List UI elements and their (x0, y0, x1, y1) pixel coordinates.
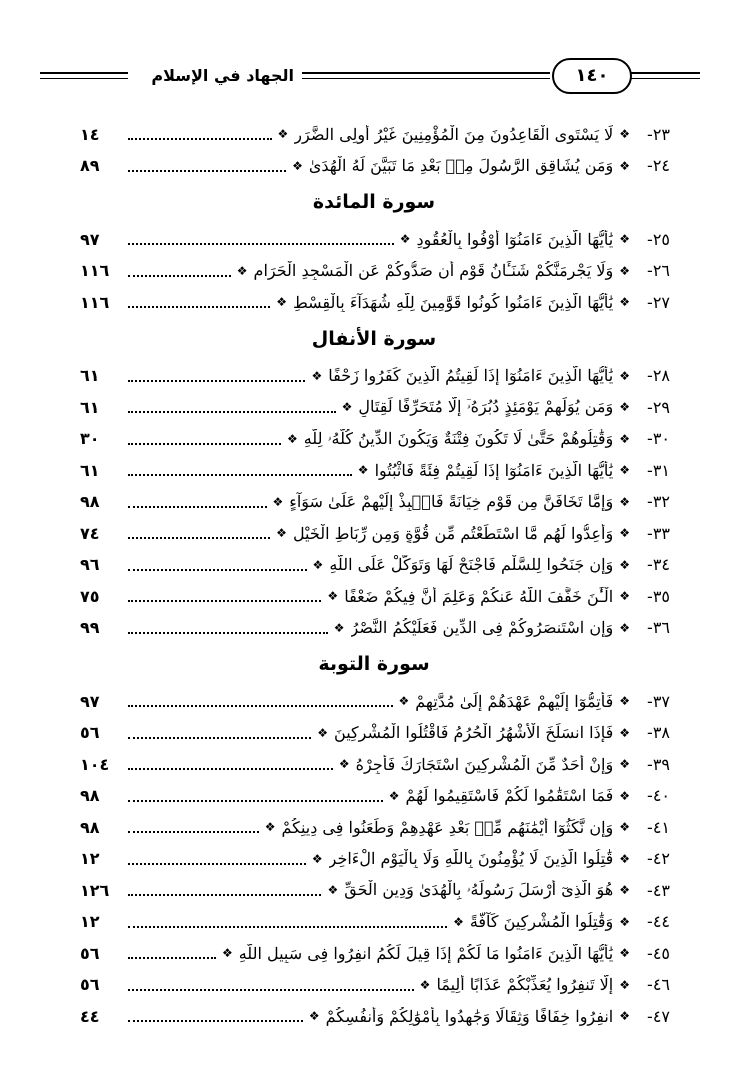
ornate-bracket-open-icon: ❖ (619, 400, 630, 414)
verse-entry (80, 456, 670, 484)
verse-entry (80, 1002, 670, 1030)
entry-number: ٣٩- (647, 754, 670, 774)
verse-entry (80, 225, 670, 253)
dot-leader (128, 275, 231, 277)
verse-text: قَٰتِلُوا الَّذِينَ لَا يُؤْمِنُونَ بِاللَّهِ وَلَا بِالْيَوْمِ الْءَاخِرِ (328, 849, 614, 868)
verse-text: يَٰأَيُّهَا الَّذِينَ ءَامَنُوا مَا لَكُمْ إِذَا قِيلَ لَكُمُ انفِرُوا فِى سَبِيلِ اللَّهِ (238, 943, 614, 963)
header-rule-middle-thin (302, 78, 550, 79)
book-title: الجهاد في الإسلام (151, 66, 294, 85)
verse-text: الْـَٰٔنَ خَفَّفَ اللَّهُ عَنكُمْ وَعَلِمَ أَنَّ فِيكُمْ ضَعْفًا (344, 586, 614, 606)
entry-page-number: ٩٧ (80, 691, 100, 711)
verse-text: وَإِن جَنَحُوا لِلسَّلْمِ فَاجْنَحْ لَهَا وَتَوَكَّلْ عَلَى اللَّهِ (329, 555, 614, 574)
entry-page-number: ٨٩ (80, 156, 100, 175)
verse-entry (80, 845, 670, 873)
entry-page-number: ٩٨ (80, 817, 100, 837)
ornate-bracket-close-icon: ❖ (453, 914, 464, 929)
dot-leader (128, 705, 393, 707)
header-rule-left (40, 72, 128, 74)
entry-number: ٢٤- (647, 156, 670, 175)
verse-text: انفِرُوا خِفَافًا وَثِقَالًا وَجَٰهِدُوا بِأَمْوَٰلِكُمْ وَأَنفُسِكُمْ (325, 1006, 614, 1026)
verse-entry (80, 120, 670, 148)
entry-number: ٢٩- (647, 397, 670, 417)
dot-leader (128, 768, 333, 770)
verse-text: وَقَٰتِلُوا الْمُشْرِكِينَ كَآفَّةً (469, 912, 614, 931)
dot-leader (128, 443, 281, 445)
surah-heading: سورة الأنفال (311, 327, 437, 350)
ornate-bracket-open-icon: ❖ (619, 946, 630, 960)
verse-text: لَا يَسْتَوِى الْقَاعِدُونَ مِنَ الْمُؤْمِنِينَ غَيْرُ أُولِى الضَّرَرِ (294, 124, 614, 144)
entry-number: ٤٧- (647, 1006, 670, 1026)
verse-entry (80, 908, 670, 936)
entry-number: ٤٥- (647, 943, 670, 963)
ornate-bracket-close-icon: ❖ (236, 263, 248, 278)
ornate-bracket-open-icon: ❖ (619, 263, 630, 278)
dot-leader (128, 138, 272, 140)
verse-entry (80, 687, 670, 715)
dot-leader (128, 170, 286, 172)
entry-page-number: ٤٤ (80, 1006, 100, 1026)
dot-leader (128, 632, 328, 634)
ornate-bracket-close-icon: ❖ (264, 820, 276, 834)
entry-page-number: ٧٥ (80, 586, 100, 606)
verse-entry (80, 876, 670, 904)
header-rule-middle (302, 72, 550, 74)
dot-leader (128, 894, 321, 896)
entry-page-number: ٧٤ (80, 523, 100, 543)
verse-entry (80, 614, 670, 642)
dot-leader (128, 737, 311, 739)
entry-page-number: ٩٩ (80, 618, 100, 637)
surah-heading: سورة التوبة (318, 653, 430, 675)
verse-text: وَلَا يَجْرِمَنَّكُمْ شَنَـَٔانُ قَوْمٍ أَن صَدُّوكُمْ عَنِ الْمَسْجِدِ الْحَرَامِ (253, 261, 614, 280)
ornate-bracket-open-icon: ❖ (619, 820, 630, 834)
verse-text: وَإِنْ أَحَدٌ مِّنَ الْمُشْرِكِينَ اسْتَجَارَكَ فَأَجِرْهُ (355, 754, 614, 774)
verse-entry (80, 152, 670, 180)
verse-text: وَأَعِدُّوا لَهُم مَّا اسْتَطَعْتُم مِّن قُوَّةٍ وَمِن رِّبَاطِ الْخَيْلِ (292, 523, 614, 543)
entry-page-number: ١١٦ (80, 261, 110, 280)
dot-leader (128, 989, 414, 991)
ornate-bracket-open-icon: ❖ (619, 232, 630, 246)
ornate-bracket-close-icon: ❖ (311, 851, 323, 866)
verse-text: فَمَا اسْتَقَٰمُوا لَكُمْ فَاسْتَقِيمُوا لَهُمْ (405, 786, 614, 805)
verse-entry (80, 257, 670, 285)
dot-leader (128, 243, 394, 245)
entry-page-number: ١٢٦ (80, 880, 110, 900)
entry-page-number: ٥٦ (80, 975, 100, 994)
entry-number: ٣٢- (647, 492, 670, 511)
ornate-bracket-close-icon: ❖ (272, 494, 284, 509)
entry-number: ٣٤- (647, 555, 670, 574)
ornate-bracket-open-icon: ❖ (619, 127, 630, 141)
ornate-bracket-open-icon: ❖ (619, 757, 630, 771)
verse-text: وَإِن نَّكَثُوٓا أَيْمَٰنَهُم مِّنۢ بَعْدِ عَهْدِهِمْ وَطَعَنُوا فِى دِينِكُمْ (281, 817, 614, 837)
entry-page-number: ١٠٤ (80, 754, 110, 774)
entry-number: ٤٢- (647, 849, 670, 868)
entry-number: ٣٧- (647, 691, 670, 711)
ornate-bracket-close-icon: ❖ (221, 946, 233, 960)
verse-entry (80, 582, 670, 610)
entry-number: ٣٠- (647, 429, 670, 448)
header-rule-left-thin (40, 78, 128, 79)
verse-text: هُوَ الَّذِىٓ أَرْسَلَ رَسُولَهُۥ بِالْهُدَىٰ وَدِينِ الْحَقِّ (344, 880, 614, 899)
entry-page-number: ٣٠ (80, 429, 100, 448)
ornate-bracket-close-icon: ❖ (327, 589, 339, 603)
verse-text: وَمَن يُشَاقِقِ الرَّسُولَ مِنۢ بَعْدِ مَا تَبَيَّنَ لَهُ الْهُدَىٰ (308, 156, 614, 175)
entry-number: ٢٥- (647, 229, 670, 249)
ornate-bracket-open-icon: ❖ (619, 431, 630, 446)
entry-number: ٣٦- (647, 618, 670, 637)
entry-number: ٢٨- (647, 366, 670, 385)
ornate-bracket-open-icon: ❖ (619, 914, 630, 929)
verse-entry (80, 719, 670, 747)
ornate-bracket-open-icon: ❖ (619, 694, 630, 708)
page-number: ١٤٠ (552, 58, 632, 94)
ornate-bracket-close-icon: ❖ (277, 127, 289, 141)
verse-text: فَأَتِمُّوٓا إِلَيْهِمْ عَهْدَهُمْ إِلَىٰ مُدَّتِهِمْ (415, 691, 614, 711)
entry-page-number: ١٤ (80, 124, 100, 144)
entry-number: ٣٣- (647, 523, 670, 543)
dot-leader (128, 926, 447, 928)
ornate-bracket-open-icon: ❖ (619, 851, 630, 866)
ornate-bracket-close-icon: ❖ (276, 526, 287, 540)
verse-text: وَمَن يُوَلِّهِمْ يَوْمَئِذٍ دُبُرَهُۥٓ إِلَّا مُتَحَرِّفًا لِّقِتَالٍ (358, 397, 614, 416)
page-header (40, 58, 700, 98)
entry-page-number: ١٢ (80, 912, 100, 931)
entry-number: ٣١- (647, 460, 670, 480)
entry-number: ٤٦- (647, 975, 670, 994)
entry-number: ٤٠- (647, 786, 670, 805)
dot-leader (128, 831, 259, 833)
dot-leader (128, 600, 321, 602)
entry-number: ٢٣- (647, 124, 670, 144)
ornate-bracket-open-icon: ❖ (619, 557, 630, 572)
surah-heading: سورة المائدة (312, 191, 436, 213)
entry-page-number: ٥٦ (80, 723, 100, 742)
verse-text: فَإِذَا انسَلَخَ الْأَشْهُرُ الْحُرُمُ فَاقْتُلُوا الْمُشْرِكِينَ (334, 723, 614, 742)
verse-text: يَٰأَيُّهَا الَّذِينَ ءَامَنُوا كُونُوا قَوَّٰمِينَ لِلَّهِ شُهَدَآءَ بِالْقِسْطِ (292, 292, 614, 312)
verse-entry (80, 488, 670, 516)
verse-entry (80, 971, 670, 999)
entry-number: ٣٨- (647, 723, 670, 742)
ornate-bracket-open-icon: ❖ (619, 526, 630, 540)
entry-page-number: ١٢ (80, 849, 100, 868)
ornate-bracket-close-icon: ❖ (338, 757, 350, 771)
verse-entry (80, 288, 670, 316)
entry-number: ٢٧- (647, 292, 670, 312)
verse-text: إِلَّا تَنفِرُوا يُعَذِّبْكُمْ عَذَابًا أَلِيمًا (436, 975, 614, 994)
dot-leader (128, 411, 336, 413)
ornate-bracket-open-icon: ❖ (619, 883, 630, 897)
dot-leader (128, 506, 267, 508)
ornate-bracket-close-icon: ❖ (388, 788, 400, 803)
entry-number: ٣٥- (647, 586, 670, 606)
dot-leader (128, 863, 306, 865)
ornate-bracket-close-icon: ❖ (311, 368, 323, 383)
dot-leader (128, 569, 307, 571)
entry-page-number: ٩٧ (80, 229, 100, 249)
entry-number: ٢٦- (647, 261, 670, 280)
entry-number: ٤١- (647, 817, 670, 837)
ornate-bracket-open-icon: ❖ (619, 589, 630, 603)
header-rule-right-thin (630, 78, 700, 79)
entry-number: ٤٤- (647, 912, 670, 931)
verse-entry (80, 519, 670, 547)
verse-text: يَٰأَيُّهَا الَّذِينَ ءَامَنُوٓا إِذَا لَقِيتُمْ فِئَةً فَاثْبُتُوا (374, 460, 614, 480)
ornate-bracket-open-icon: ❖ (619, 977, 630, 992)
ornate-bracket-close-icon: ❖ (327, 883, 339, 897)
verse-entry (80, 813, 670, 841)
verse-entry (80, 750, 670, 778)
dot-leader (128, 380, 305, 382)
verse-text: وَإِمَّا تَخَافَنَّ مِن قَوْمٍ خِيَانَةً فَانۢبِذْ إِلَيْهِمْ عَلَىٰ سَوَآءٍ (289, 492, 614, 511)
ornate-bracket-close-icon: ❖ (333, 620, 345, 635)
ornate-bracket-open-icon: ❖ (619, 725, 630, 740)
ornate-bracket-close-icon: ❖ (398, 694, 410, 708)
entry-page-number: ٩٨ (80, 786, 100, 805)
header-rule-right (630, 72, 700, 74)
ornate-bracket-open-icon: ❖ (619, 1009, 630, 1023)
verse-text: وَإِنِ اسْتَنصَرُوكُمْ فِى الدِّينِ فَعَلَيْكُمُ النَّصْرُ (350, 618, 614, 637)
ornate-bracket-open-icon: ❖ (619, 463, 630, 477)
verse-text: يَٰأَيُّهَا الَّذِينَ ءَامَنُوٓا إِذَا لَقِيتُمُ الَّذِينَ كَفَرُوا زَحْفًا (328, 366, 614, 385)
entry-page-number: ٩٨ (80, 492, 100, 511)
entry-page-number: ٩٦ (80, 555, 100, 574)
ornate-bracket-close-icon: ❖ (286, 431, 298, 446)
entry-page-number: ١١٦ (80, 292, 110, 312)
dot-leader (128, 537, 270, 539)
verse-text: وَقَٰتِلُوهُمْ حَتَّىٰ لَا تَكُونَ فِتْنَةٌ وَيَكُونَ الدِّينُ كُلُّهُۥ لِلَّهِ (303, 428, 614, 448)
entry-number: ٤٣- (647, 880, 670, 900)
ornate-bracket-open-icon: ❖ (619, 368, 630, 383)
entry-page-number: ٦١ (80, 366, 100, 385)
ornate-bracket-open-icon: ❖ (619, 620, 630, 635)
ornate-bracket-open-icon: ❖ (619, 788, 630, 803)
dot-leader (128, 306, 270, 308)
verse-entry (80, 362, 670, 390)
entry-page-number: ٥٦ (80, 943, 100, 963)
verse-text: يَٰأَيُّهَا الَّذِينَ ءَامَنُوٓا أَوْفُوا بِالْعُقُودِ (416, 229, 614, 249)
verse-entry (80, 393, 670, 421)
verse-entry (80, 782, 670, 810)
ornate-bracket-close-icon: ❖ (312, 557, 324, 572)
verse-entry (80, 425, 670, 453)
ornate-bracket-close-icon: ❖ (276, 295, 287, 309)
dot-leader (128, 957, 216, 959)
ornate-bracket-close-icon: ❖ (341, 400, 353, 414)
ornate-bracket-close-icon: ❖ (317, 725, 329, 740)
ornate-bracket-open-icon: ❖ (619, 158, 630, 173)
ornate-bracket-open-icon: ❖ (619, 295, 630, 309)
dot-leader (128, 474, 352, 476)
dot-leader (128, 800, 383, 802)
verse-entry (80, 551, 670, 579)
dot-leader (128, 1020, 303, 1022)
ornate-bracket-open-icon: ❖ (619, 494, 630, 509)
entry-page-number: ٦١ (80, 397, 100, 417)
ornate-bracket-close-icon: ❖ (419, 977, 431, 992)
ornate-bracket-close-icon: ❖ (399, 232, 411, 246)
ornate-bracket-close-icon: ❖ (357, 463, 369, 477)
entry-page-number: ٦١ (80, 460, 100, 480)
ornate-bracket-close-icon: ❖ (292, 158, 303, 173)
ornate-bracket-close-icon: ❖ (308, 1009, 320, 1023)
verse-entry (80, 939, 670, 967)
